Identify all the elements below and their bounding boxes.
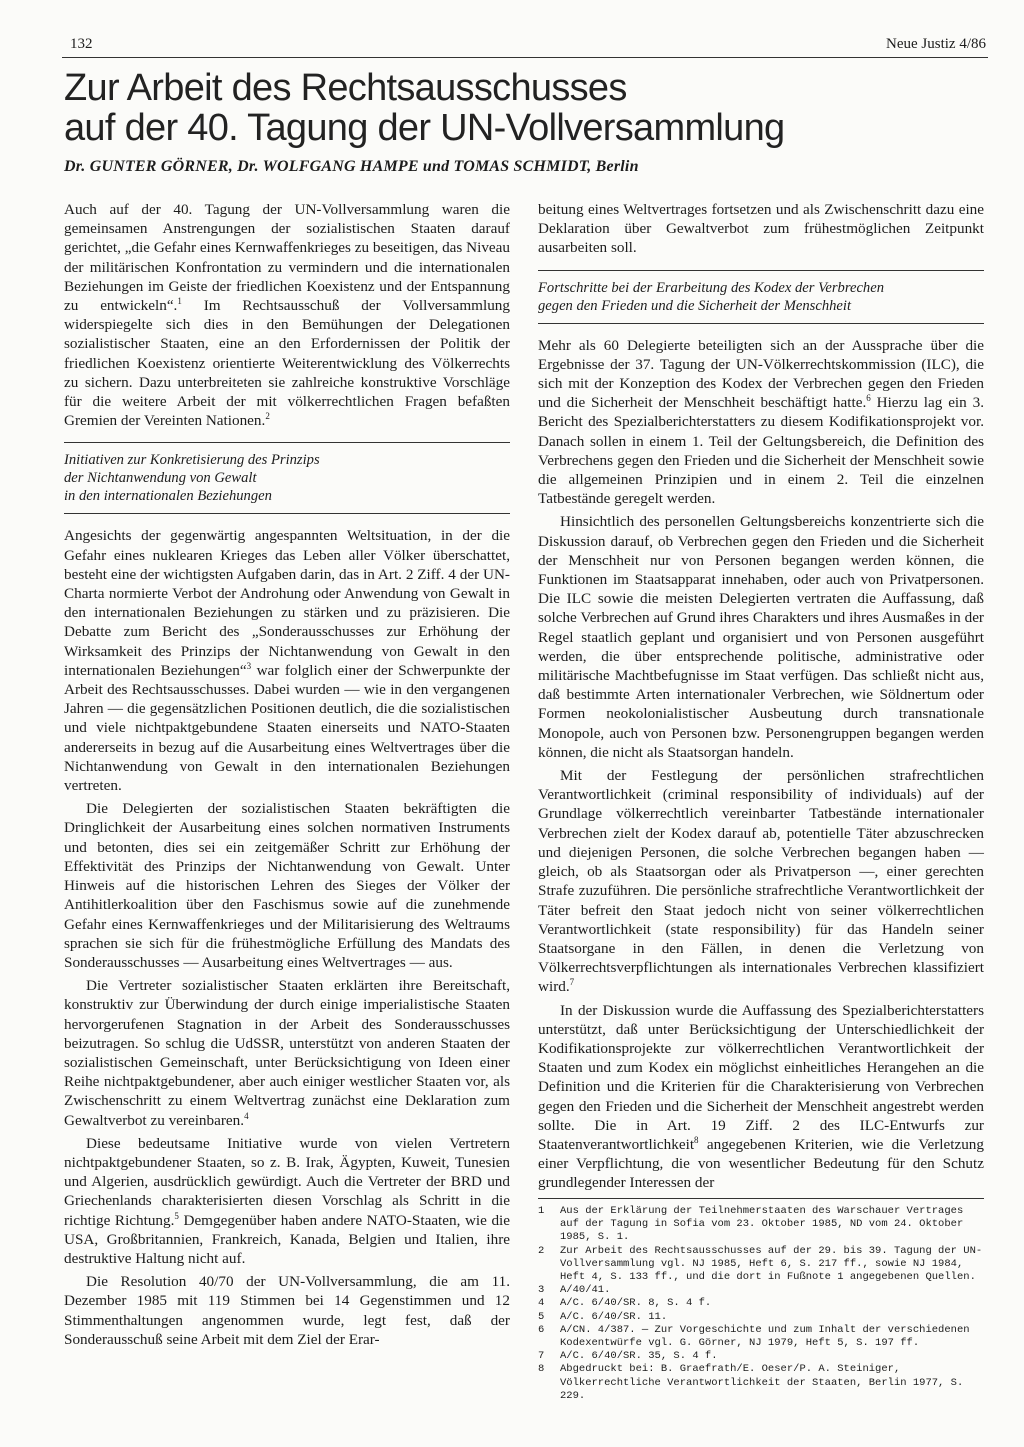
paragraph: [538, 1001, 984, 1193]
paragraph: [538, 766, 984, 996]
footnote-number: 2: [538, 1244, 545, 1257]
paragraph: [538, 336, 984, 509]
paragraph: Die Delegierten der sozialistischen Staaten bekräftigten die Dringlichkeit der Ausarbeitung eines solchen normativen Instruments und betonten, dies sei ein zeitgemäßer Schritt zur Erhöhung der Effektivität des Prinzips der Nichtanwendung von Gewalt. Unter Hinweis auf die historischen Lehren des Sieges der Völker der Antihitlerkoalition über den Faschismus sowie auf die zunehmende Gefahr eines Kernwaffenkrieges und der Militarisierung des Weltraums sprachen sie sich für die frühestmögliche Erfüllung des Mandats des Sonderausschusses — Ausarbeitung eines Weltvertrages — aus.: [64, 800, 510, 971]
footnote-ref: 8: [694, 1134, 699, 1145]
footnote: [538, 1311, 984, 1324]
paragraph-text: Die Vertreter sozialistischer Staaten erklärten ihre Bereitschaft, konstruktiv zur Überwindung der durch einige imperialistische Staaten hervorgerufenen Stagnation in der Arbeit des Sonderausschusses beizutragen. So schlug die UdSSR, unterstützt von anderen Staaten der sozialistischen Gemeinschaft, unter Berücksichtigung von Ideen einer Reihe nichtpaktgebundener, aber auch einiger westlicher Staaten vor, als Zwischenschritt zu einem Weltvertrag zunächst eine Deklaration zum Gewaltverbot zu vereinbaren.: [64, 977, 510, 1129]
paragraph-text: Diese bedeutsame Initiative wurde von vielen Vertretern nichtpaktgebundener Staaten, so z. B. Irak, Ägypten, Kuweit, Tunesien und Algerien, ausdrücklich gewürdigt. Auch die Vertreter der BRD und Griechenlands charakterisierten diesen Vorschlag als Schritt in die richtige Richtung.: [64, 1134, 510, 1229]
footnote-text: Aus der Erklärung der Teilnehmerstaaten des Warschauer Vertrages auf der Tagung in Sofia vom 23. Oktober 1985, ND vom 24. Oktober 1985, S. 1.: [560, 1205, 964, 1244]
section-heading-2-line-1: Fortschritte bei der Erarbeitung des Kodex der Verbrechen: [538, 279, 884, 296]
footnote-text: Zur Arbeit des Rechtsausschusses auf der 29. bis 39. Tagung der UN-Vollversammlung vgl. NJ 1985, Heft 6, S. 217 ff., sowie NJ 1984, Heft 4, S. 133 ff., und die dort in Fußnote 1 angegebenen Quellen.: [560, 1244, 983, 1284]
paragraph-text-b: angegebenen Kriterien, wie die Verletzung einer Verpflichtung, die von wesentlicher Bedeutung für den Schutz grundlegender Interessen der: [538, 1135, 984, 1192]
footnote: [538, 1284, 984, 1297]
footnote-number: 8: [538, 1363, 545, 1376]
footnote: [538, 1245, 984, 1285]
article-title: [64, 68, 964, 148]
footnote-ref: 4: [244, 1110, 249, 1121]
article-authors: Dr. GUNTER GÖRNER, Dr. WOLFGANG HAMPE und TOMAS SCHMIDT, Berlin: [64, 158, 639, 175]
footnotes: [538, 1198, 984, 1403]
page-number: 132: [70, 36, 93, 52]
title-line-1: Zur Arbeit des Rechtsausschusses: [64, 67, 627, 109]
paragraph-text: Mehr als 60 Delegierte beteiligten sich an der Aussprache über die Ergebnisse der 37. Tagung der UN-Völkerrechtskommission (ILC), die sich mit der Konzeption des Kodex der Verbrechen gegen den Frieden und die Sicherheit der Menschheit beschäftigt hatte.: [538, 336, 984, 412]
footnote-number: 7: [538, 1350, 545, 1363]
paragraph-text-b: Demgegenüber haben andere NATO-Staaten, wie die USA, Großbritannien, Frankreich, Kanada, Belgien und Italien, ihre destruktive Haltung nicht auf.: [64, 1211, 510, 1267]
section-heading-1: [64, 442, 510, 514]
section-heading-1-line-2: der Nichtanwendung von Gewalt: [64, 470, 257, 487]
intro-paragraph: [64, 200, 510, 430]
paragraph-text: Mit der Festlegung der persönlichen strafrechtlichen Verantwortlichkeit (criminal responsibility of individuals) auf der Grundlage völkerrechtlich vereinbarter Tatbestände internationaler Verbrechen zielt der Kodex darauf ab, potentielle Täter abzuschrecken und diejenigen Personen, die solche Verbrechen begangen haben — gleich, ob als Staatsorgan oder als Privatperson —, einer gerechten Strafe zuzuführen. Die persönliche strafrechtliche Verantwortlichkeit der Täter befreit den Staat jedoch nicht von seiner völkerrechtlichen Verantwortlichkeit (state responsibility) für das Handeln seiner Staatsorgane in den Fällen, in denen die Verletzung von Völkerrechtsverpflichtungen als internationales Verbrechen klassifiziert wird.: [538, 767, 984, 996]
footnote-ref: 6: [866, 393, 871, 404]
footnote-text: A/40/41.: [560, 1284, 611, 1297]
header-rule: [62, 57, 988, 58]
footnote-ref: 7: [569, 977, 575, 988]
footnote-ref: 1: [177, 295, 182, 306]
title-line-2: auf der 40. Tagung der UN-Vollversammlung: [64, 107, 785, 149]
left-column: [64, 200, 510, 1349]
footnote-text: A/C. 6/40/SR. 8, S. 4 f.: [560, 1297, 712, 1310]
paragraph-text: In der Diskussion wurde die Auffassung des Spezialberichterstatters unterstützt, daß unter Berücksichtigung der Unterschiedlichkeit der Kodifikationsprojekte zur völkerrechtlichen Verantwortlichkeit der Staaten und zum Kodex ein möglichst einheitliches Herangehen an die Definition und die Kriterien für die Charakterisierung von Verbrechen gegen den Frieden und die Sicherheit der Menschheit angestrebt werden sollte. Die in Art. 19 Ziff. 2 des ILC-Entwurfs zur Staatenverantwortlichkeit: [538, 1001, 984, 1153]
footnote-number: 4: [538, 1297, 545, 1310]
footnote-ref: 3: [246, 660, 252, 671]
paragraph-continued: beitung eines Weltvertrages fortsetzen und als Zwischenschritt dazu eine Deklaration über Gewaltverbot zum frühestmöglichen Zeitpunkt ausarbeiten soll.: [538, 201, 984, 257]
section-heading-2-line-2: gegen den Frieden und die Sicherheit der Menschheit: [538, 297, 851, 314]
footnote: [538, 1350, 984, 1363]
section-heading-2: [538, 270, 984, 324]
footnote-number: 6: [538, 1323, 545, 1336]
paragraph: [64, 976, 510, 1130]
footnote-ref: 2: [265, 411, 270, 422]
footnote-number: 5: [538, 1310, 545, 1323]
footnote-number: 1: [538, 1205, 545, 1217]
footnote-text: A/C. 6/40/SR. 11.: [560, 1310, 668, 1323]
footnote: [538, 1297, 984, 1310]
footnote: [538, 1324, 984, 1350]
paragraph: [64, 1134, 510, 1268]
intro-text: Auch auf der 40. Tagung der UN-Vollversammlung waren die gemeinsamen Anstrengungen der sozialistischen Staaten darauf gerichtet, „die Gefahr eines Kernwaffenkrieges zu beseitigen, das Niveau der militärischen Konfrontation zu vermindern und die internationalen Beziehungen im Geiste der friedlichen Koexistenz und der Entspannung zu entwickeln“.: [64, 201, 510, 315]
footnote: [538, 1205, 984, 1245]
footnote-text: Abgedruckt bei: B. Graefrath/E. Oeser/P. A. Steiniger, Völkerrechtliche Verantwortlichkeit der Staaten, Berlin 1977, S. 229.: [560, 1363, 964, 1402]
paragraph-text: Angesichts der gegenwärtig angespannten Weltsituation, in der die Gefahr eines nuklearen Krieges das Leben aller Völker überschattet, besteht eine der wichtigsten Aufgaben darin, das in Art. 2 Ziff. 4 der UN-Charta normierte Verbot der Androhung oder Anwendung von Gewalt in den internationalen Beziehungen zu stärken und zu präzisieren. Die Debatte zum Bericht des „Sonderausschusses zur Erhöhung der Wirksamkeit des Prinzips der Nichtanwendung von Gewalt in den internationalen Beziehungen“: [64, 527, 510, 679]
footnote-text: A/C. 6/40/SR. 35, S. 4 f.: [560, 1350, 718, 1363]
paragraph: [64, 526, 510, 795]
paragraph-text-b: war folglich einer der Schwerpunkte der Arbeit des Rechtsausschusses. Dabei wurden — wie in den vergangenen Jahren — die gegensätzlichen Positionen deutlich, die die sozialistischen und viele nichtpaktgebundene Staaten einerseits und NATO-Staaten andererseits in bezug auf die Ausarbeitung eines Weltvertrages über die Nichtanwendung von Gewalt in den internationalen Beziehungen vertreten.: [64, 661, 510, 795]
journal-name: Neue Justiz 4/86: [886, 36, 986, 52]
footnote-ref: 5: [174, 1210, 179, 1221]
footnote-number: 3: [538, 1284, 545, 1297]
footnote: [538, 1363, 984, 1403]
footnote-text: A/CN. 4/387. — Zur Vorgeschichte und zum Inhalt der verschiedenen Kodexentwürfe vgl. G. Görner, NJ 1979, Heft 5, S. 197 ff.: [560, 1323, 970, 1350]
paragraph: Hinsichtlich des personellen Geltungsbereichs konzentrierte sich die Diskussion darauf, ob Verbrechen gegen den Frieden und die Sicherheit der Menschheit nur von Personen begangen werden können, die Funktionen im Staatsapparat innehaben, oder auch von Privatpersonen. Die ILC sowie die meisten Delegierten vertraten die Auffassung, daß solche Verbrechen auf Grund ihres Charakters und ihres Ausmaßes in der Regel staatlich geplant und organisiert und von Personen ausgeführt werden, die über entsprechende politische, administrative oder militärische Machtbefugnisse im Staat verfügen. Das schließt nicht aus, daß bestimmte Arten internationaler Verbrechen, wie Söldnertum oder Formen neokolonialistischer Ausbeutung durch transnationale Monopole, auch von Personen bzw. Personengruppen begangen werden können, die nicht als Staatsorgan handeln.: [538, 513, 984, 761]
paragraph: Die Resolution 40/70 der UN-Vollversammlung, die am 11. Dezember 1985 mit 119 Stimmen bei 14 Gegenstimmen und 12 Stimmenthaltungen angenommen wurde, legt fest, daß der Sonderausschuß seine Arbeit mit dem Ziel der Erar-: [64, 1273, 510, 1348]
intro-text-b: Im Rechtsausschuß der Vollversammlung widerspiegelte sich dies in den Bemühungen der Delegationen sozialistischer Staaten, eine an den Erfordernissen der Politik der friedlichen Koexistenz orientierte Weiterentwicklung des Völkerrechts zu sichern. Dazu unterbreiteten sie zahlreiche konstruktive Vorschläge für die weitere Arbeit der mit völkerrechtlichen Fragen befaßten Gremien der Vereinten Nationen.: [64, 297, 510, 430]
paragraph-text-b: Hierzu lag ein 3. Bericht des Spezialberichterstatters zu diesem Kodifikationsprojekt vor. Danach sollen in einem 1. Teil der Geltungsbereich, die Definition des Verbrechens gegen den Frieden und die Sicherheit der Menschheit sowie die allgemeinen Prinzipien und in einem 2. Teil die einzelnen Tatbestände geregelt werden.: [538, 394, 984, 508]
right-column: [538, 200, 984, 1193]
section-heading-1-line-1: Initiativen zur Konkretisierung des Prinzips: [64, 452, 320, 469]
section-heading-1-line-3: in den internationalen Beziehungen: [64, 488, 272, 505]
